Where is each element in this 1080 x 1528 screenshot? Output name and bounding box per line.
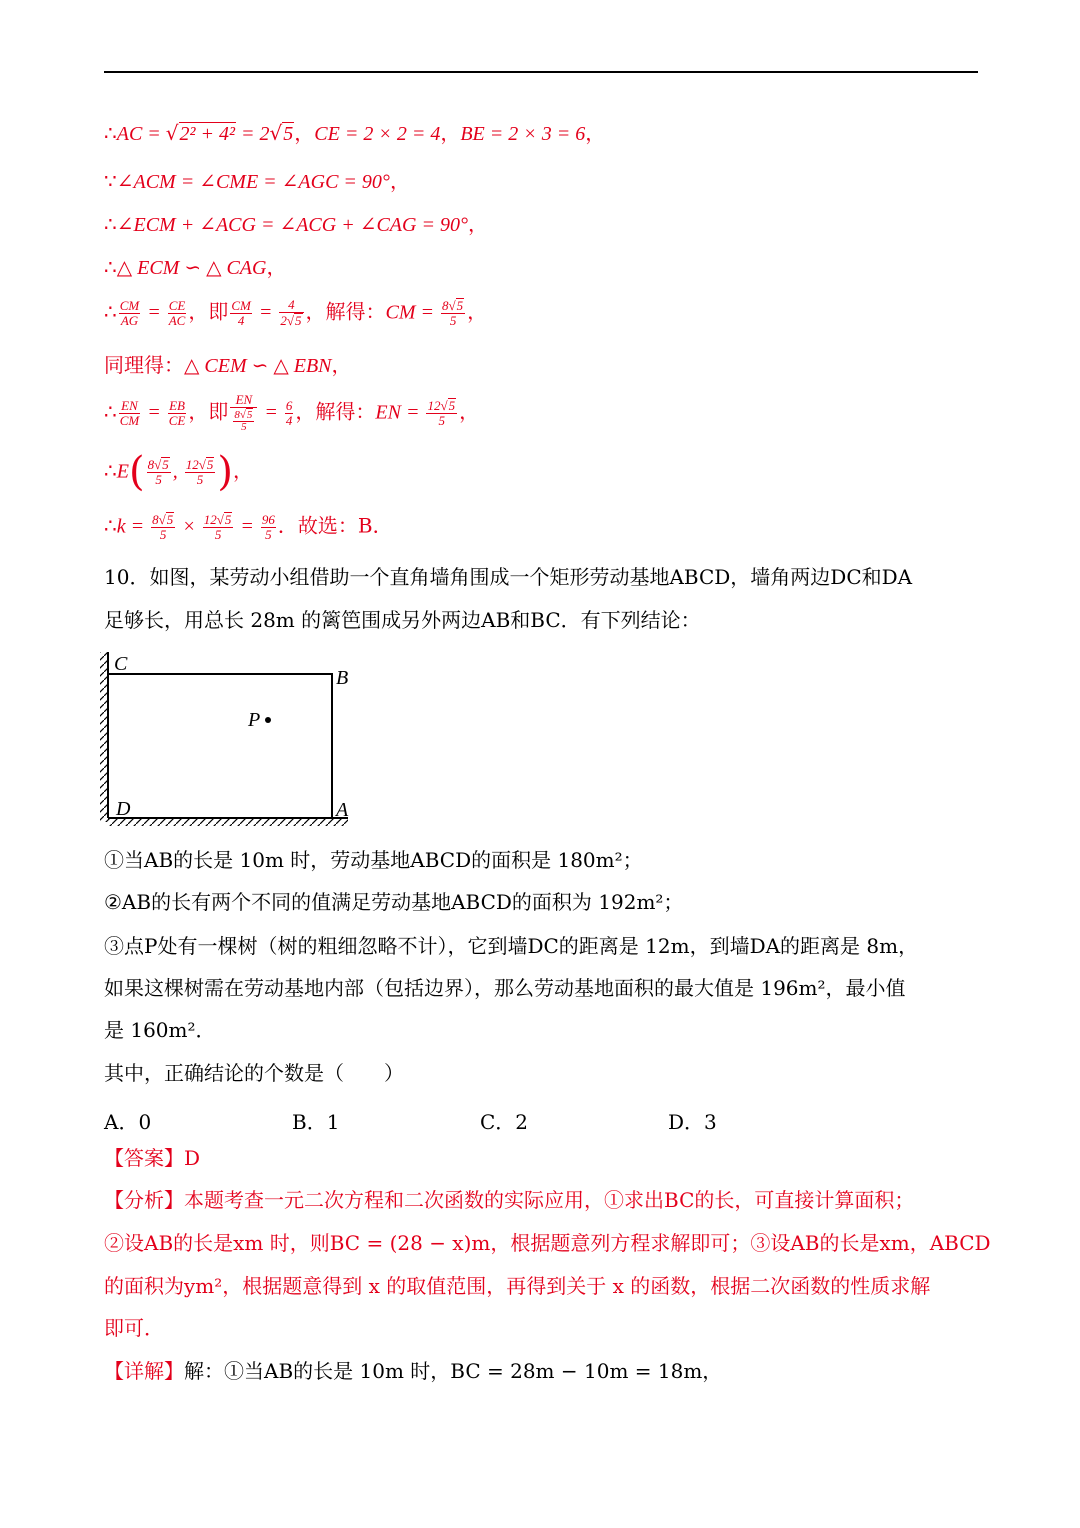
analysis-line-2: ②设AB的长是xm 时，则BC = (28 − x)m，根据题意列方程求解即可；③设AB的长是xm，ABCD — [104, 1231, 991, 1255]
label-p: P — [248, 709, 261, 731]
label-b: B — [336, 667, 349, 689]
analysis-line-1: 【分析】本题考查一元二次方程和二次函数的实际应用，①求出BC的长，可直接计算面积； — [104, 1188, 915, 1212]
solution-line-5: ∴ $\frac{CM}{AG}$ = $\frac{CE}{AC}$ ，即 $\frac{CM}{4}$ = $\frac{4}{2√5}$ ，解得：CM = $\frac{8√5}{5}$ ， — [104, 297, 488, 329]
analysis-line-4: 即可． — [104, 1316, 164, 1340]
option-a: A．0 — [104, 1110, 152, 1134]
question-10-line-2: 足够长，用总长 28m 的篱笆围成另外两边AB和BC．有下列结论： — [104, 608, 701, 632]
solution-line-1: ∴AC = √2² + 4² = 2√5，CE = 2 × 2 = 4，BE = 2 × 3 = 6， — [104, 121, 606, 145]
solution-line-3: ∴∠ECM + ∠ACG = ∠ACG + ∠CAG = 90°， — [104, 212, 488, 236]
answer: 【答案】D — [104, 1146, 201, 1170]
solution-line-8: ∴E( $\frac{8√5}{5}$ , $\frac{12√5}{5}$ )， — [104, 449, 253, 495]
label-a: A — [336, 799, 349, 821]
analysis-line-3: 的面积为ym²，根据题意得到 x 的取值范围，再得到关于 x 的函数，根据二次函数的性质求解 — [104, 1274, 931, 1298]
option-d: D．3 — [668, 1110, 717, 1134]
detail-text: 解：①当AB的长是 10m 时，BC = 28m − 10m = 18m， — [184, 1359, 723, 1383]
statement-2: ②AB的长有两个不同的值满足劳动基地ABCD的面积为 192m²； — [104, 890, 684, 914]
option-b: B．1 — [292, 1110, 340, 1134]
solution-line-7: ∴ $\frac{EN}{CM}$ = $\frac{EB}{CE}$ ，即 $\frac{EN}{\frac{8√5}{5}}$ = $\frac{6}{4}$ ，解得：EN = $\frac{12√5}{5}$ ， — [104, 392, 480, 434]
solution-line-4: ∴△ ECM ∽ △ CAG， — [104, 255, 287, 279]
question-10-line-1: 10．如图，某劳动小组借助一个直角墙角围成一个矩形劳动基地ABCD，墙角两边DC和DA — [104, 565, 913, 589]
point-p — [265, 717, 271, 723]
statement-3-line-2: 如果这棵树需在劳动基地内部（包括边界），那么劳动基地面积的最大值是 196m²，最小值 — [104, 976, 906, 1000]
question-prompt: 其中，正确结论的个数是（ ） — [104, 1061, 404, 1085]
statement-3-line-1: ③点P处有一棵树（树的粗细忽略不计），它到墙DC的距离是 12m，到墙DA的距离是 8m， — [104, 934, 919, 958]
solution-line-9: ∴k = $\frac{8√5}{5}$ × $\frac{12√5}{5}$ = $\frac{96}{5}$ ．故选：B． — [104, 511, 393, 543]
label-c: C — [114, 653, 128, 675]
question-10-figure — [96, 648, 366, 834]
statement-1: ①当AB的长是 10m 时，劳动基地ABCD的面积是 180m²； — [104, 848, 643, 872]
detail-line — [104, 1361, 722, 1381]
wall-da-hatching — [108, 818, 348, 826]
header-rule — [104, 71, 978, 73]
fence-bc-ab — [108, 674, 332, 818]
wall-dc-hatching — [100, 652, 108, 822]
statement-3-line-3: 是 160m²． — [104, 1018, 216, 1042]
option-c: C．2 — [480, 1110, 529, 1134]
solution-line-6: 同理得：△ CEM ∽ △ EBN， — [104, 353, 352, 377]
label-d: D — [116, 798, 131, 820]
solution-line-2: ∵∠ACM = ∠CME = ∠AGC = 90°， — [104, 169, 410, 193]
detail-tag: 【详解】 — [104, 1359, 184, 1383]
